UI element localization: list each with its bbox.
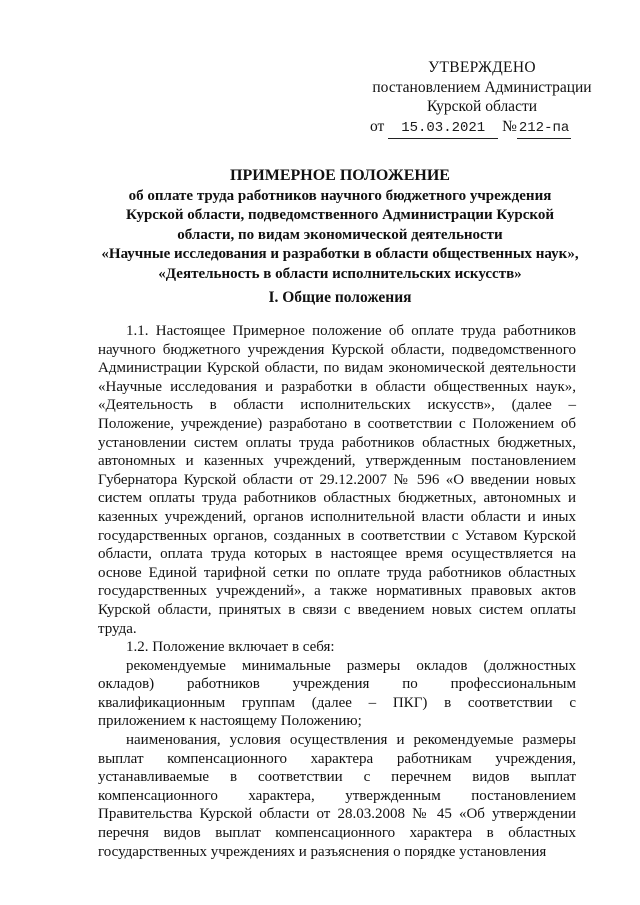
approval-date: 15.03.2021 [388, 119, 498, 140]
paragraph-salary-rates: рекомендуемые минимальные размеры окладов (должностных окладов) работников учреждения по профессиональным квалификационным группам (далее – ПКГ) в соответствии с приложением к настоящему Положению; [98, 657, 576, 730]
paragraph-compensation: наименования, условия осуществления и рекомендуемые размеры выплат компенсационного характера работникам учреждения, устанавливаемые в соответствии с перечнем видов выплат компенсационного характера, утвержденным постановлением Правительства Курской области от 28.03.2008 № 45 «Об утверждении перечня видов выплат компенсационного характера в областных государственных учреждениях и разъяснения о порядке установления [98, 732, 576, 860]
number-label: № [502, 117, 517, 135]
title-line: об оплате труда работников научного бюджетного учреждения [128, 187, 552, 204]
title-line: Курской области, подведомственного Администрации Курской [125, 207, 555, 223]
title-main: ПРИМЕРНОЕ ПОЛОЖЕНИЕ [230, 167, 450, 184]
from-label: от [370, 117, 385, 135]
title-line: «Научные исследования и разработки в области общественных наук», [101, 246, 579, 262]
approval-number: 212-па [517, 119, 571, 140]
approval-stamp-block [362, 58, 602, 139]
paragraph-1-2: 1.2. Положение включает в себя: [126, 639, 335, 656]
approval-region: Курской области [426, 98, 538, 115]
title-line: «Деятельность в области исполнительских искусств» [158, 265, 522, 282]
approval-date-line [362, 117, 602, 140]
title-line: области, по видам экономической деятельности [177, 226, 503, 243]
document-body [98, 322, 576, 861]
document-title [80, 166, 600, 284]
section-heading: I. Общие положения [268, 289, 412, 306]
approval-issuer: постановлением Администрации [372, 78, 592, 96]
paragraph-1-1: 1.1. Настоящее Примерное положение об оплате труда работников научного бюджетного учреждения Курской области, подведомственного Администрации Курской области, по видам экономической деятельности «Научные исследования и разработки в области общественных наук», «Деятельность в области исполнительских искусств», (далее – Положение, учреждение) разработано в соответствии с Положением об установлении систем оплаты труда работников областных бюджетных, автономных и казенных учреждений, утвержденным постановлением Губернатора Курской области от 29.12.2007 № 596 «О введении новых систем оплаты труда работников областных бюджетных, автономных и казенных учреждений, органов исполнительной власти области и иных государственных органов, созданных в соответствии с Уставом Курской области, оплата труда которых в настоящее время осуществляется на основе Единой тарифной сетки по оплате труда работников областных государственных учреждений», а также нормативных правовых актов Курской области, принятых в связи с введением новых систем оплаты труда. [98, 323, 576, 637]
approval-heading: УТВЕРЖДЕНО [428, 59, 536, 76]
